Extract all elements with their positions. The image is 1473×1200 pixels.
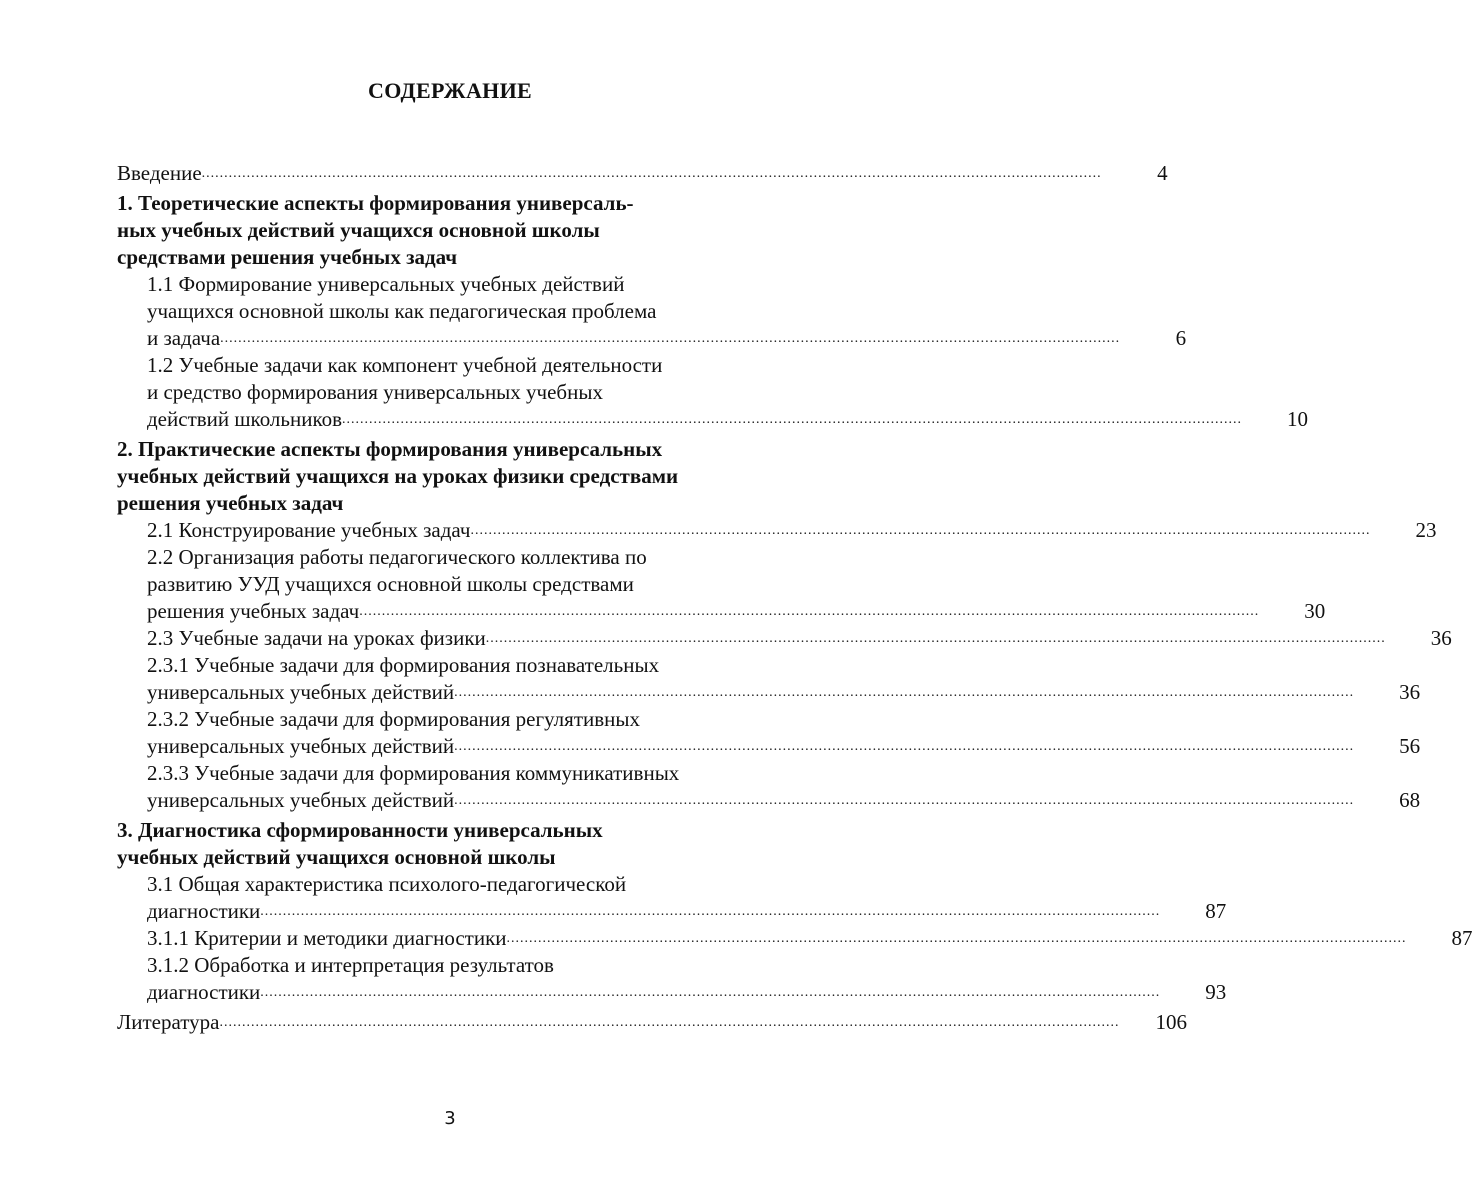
- toc-page-number: 36: [1399, 680, 1421, 704]
- toc-entry[interactable]: [117, 706, 1421, 760]
- toc-entry[interactable]: [117, 652, 1421, 706]
- toc-entry-line: [117, 925, 1473, 952]
- toc-entry-text: 2. Практические аспекты формирования универсальных: [117, 437, 663, 461]
- dot-leader: ........................................................................................................................................................................................................: [470, 523, 1371, 538]
- toc-entry-line: [117, 706, 792, 733]
- toc-entry[interactable]: [117, 517, 1437, 544]
- dot-leader: ........................................................................................................................................................................................................: [260, 904, 1161, 919]
- toc-entry-line: [117, 979, 1227, 1006]
- toc-entry-text: 1.1 Формирование универсальных учебных действий: [147, 272, 625, 296]
- toc-entry-text: диагностики: [147, 980, 261, 1004]
- toc-entry[interactable]: [117, 760, 1421, 814]
- page-number: 3: [444, 1108, 456, 1129]
- toc-entry[interactable]: [117, 160, 1168, 187]
- toc-entry[interactable]: [117, 544, 1326, 625]
- toc-entry[interactable]: [117, 817, 792, 871]
- toc-entry-text: решения учебных задач: [117, 491, 344, 515]
- toc-entry[interactable]: [117, 436, 792, 517]
- toc-entry-text: 1. Теоретические аспекты формирования универсаль-: [117, 191, 634, 215]
- toc-entry-line: [117, 733, 1421, 760]
- toc-entry-line: [117, 679, 1421, 706]
- toc-entry-line: [117, 517, 1437, 544]
- toc-entry-text: универсальных учебных действий: [147, 680, 455, 704]
- toc-entry-text: действий школьников: [147, 407, 342, 431]
- toc-entry-line: [117, 217, 792, 244]
- toc-entry-text: универсальных учебных действий: [147, 734, 455, 758]
- toc-entry-text: Введение: [117, 161, 202, 185]
- toc-page-number: 30: [1304, 599, 1326, 623]
- toc-page-number: 36: [1430, 626, 1452, 650]
- dot-leader: ........................................................................................................................................................................................................: [454, 739, 1355, 754]
- toc-entry[interactable]: [117, 190, 792, 271]
- toc-entry-text: 2.3 Учебные задачи на уроках физики: [147, 626, 486, 650]
- toc-entry-line: [117, 352, 792, 379]
- toc-entry-text: развитию УУД учащихся основной школы средствами: [147, 572, 634, 596]
- toc-entry-line: [117, 760, 792, 787]
- page-title: СОДЕРЖАНИЕ: [368, 78, 532, 103]
- toc-entry-text: ных учебных действий учащихся основной школы: [117, 218, 600, 242]
- toc-page-number: 87: [1451, 926, 1473, 950]
- toc-entry-text: 3.1 Общая характеристика психолого-педагогической: [147, 872, 627, 896]
- toc-entry-text: 2.2 Организация работы педагогического коллектива по: [147, 545, 647, 569]
- toc-entry-text: 2.3.2 Учебные задачи для формирования регулятивных: [147, 707, 640, 731]
- toc-entry-text: 2.1 Конструирование учебных задач: [147, 518, 471, 542]
- toc-page-number: 93: [1205, 980, 1227, 1004]
- toc-entry-line: [117, 952, 792, 979]
- toc-entry-line: [117, 271, 792, 298]
- toc-entry-line: [117, 844, 792, 871]
- toc-entry-line: [117, 379, 792, 406]
- toc-entry-text: Литература: [117, 1010, 220, 1034]
- dot-leader: ........................................................................................................................................................................................................: [454, 793, 1355, 808]
- dot-leader: ........................................................................................................................................................................................................: [219, 1015, 1120, 1030]
- toc-entry-text: и средство формирования универсальных учебных: [147, 380, 603, 404]
- dot-leader: ........................................................................................................................................................................................................: [220, 331, 1121, 346]
- toc-entry-line: [117, 436, 792, 463]
- toc-page-number: 23: [1415, 518, 1437, 542]
- toc-entry-text: 2.3.3 Учебные задачи для формирования коммуникативных: [147, 761, 680, 785]
- toc-page-number: 56: [1399, 734, 1421, 758]
- toc-entry[interactable]: [117, 625, 1452, 652]
- dot-leader: ........................................................................................................................................................................................................: [201, 166, 1102, 181]
- toc-entry[interactable]: [117, 925, 1473, 952]
- toc-entry-line: [117, 1009, 1187, 1036]
- toc-page-number: 4: [1157, 161, 1168, 185]
- toc-entry-line: [117, 898, 1227, 925]
- toc-entry-text: 3. Диагностика сформированности универсальных: [117, 818, 603, 842]
- toc-entry-line: [117, 817, 792, 844]
- toc-entry[interactable]: [117, 352, 1308, 433]
- dot-leader: ........................................................................................................................................................................................................: [454, 685, 1355, 700]
- toc-entry-line: [117, 244, 792, 271]
- toc-entry-line: [117, 544, 792, 571]
- toc-entry[interactable]: [117, 871, 1227, 925]
- toc-entry-text: и задача: [147, 326, 221, 350]
- toc-entry-text: средствами решения учебных задач: [117, 245, 458, 269]
- toc-page-number: 106: [1155, 1010, 1187, 1034]
- dot-leader: ........................................................................................................................................................................................................: [506, 931, 1407, 946]
- toc-entry-line: [117, 787, 1421, 814]
- toc-entry-line: [117, 490, 792, 517]
- toc-entry-text: 2.3.1 Учебные задачи для формирования познавательных: [147, 653, 660, 677]
- toc-entry-text: учащихся основной школы как педагогическая проблема: [147, 299, 657, 323]
- toc-page-number: 87: [1205, 899, 1227, 923]
- toc-page-number: 6: [1175, 326, 1187, 350]
- toc-entry-line: [117, 190, 792, 217]
- dot-leader: ........................................................................................................................................................................................................: [342, 412, 1242, 427]
- toc-entry[interactable]: [117, 952, 1227, 1006]
- dot-leader: ........................................................................................................................................................................................................: [359, 604, 1260, 619]
- toc-entry-line: [117, 463, 792, 490]
- toc-entry-text: 3.1.1 Критерии и методики диагностики: [147, 926, 507, 950]
- dot-leader: ........................................................................................................................................................................................................: [260, 985, 1161, 1000]
- toc-entry-text: диагностики: [147, 899, 261, 923]
- toc-entry-line: [117, 571, 792, 598]
- toc-entry-text: учебных действий учащихся на уроках физики средствами: [117, 464, 679, 488]
- toc-entry-line: [117, 160, 1168, 187]
- table-of-contents: [117, 160, 1473, 1036]
- toc-entry-line: [117, 652, 792, 679]
- toc-entry-line: [117, 598, 1326, 625]
- toc-entry-line: [117, 325, 1187, 352]
- toc-entry-line: [117, 871, 792, 898]
- toc-page-number: 68: [1399, 788, 1421, 812]
- toc-entry-line: [117, 625, 1452, 652]
- toc-entry-text: 1.2 Учебные задачи как компонент учебной деятельности: [147, 353, 663, 377]
- toc-entry-text: решения учебных задач: [147, 599, 360, 623]
- toc-entry-text: учебных действий учащихся основной школы: [117, 845, 556, 869]
- toc-entry[interactable]: [117, 271, 1187, 352]
- dot-leader: ........................................................................................................................................................................................................: [485, 631, 1386, 646]
- toc-entry-line: [117, 298, 792, 325]
- toc-entry-text: универсальных учебных действий: [147, 788, 455, 812]
- toc-page-number: 10: [1287, 407, 1308, 431]
- toc-entry[interactable]: [117, 1009, 1187, 1036]
- toc-entry-text: 3.1.2 Обработка и интерпретация результатов: [147, 953, 554, 977]
- toc-entry-line: [117, 406, 1308, 433]
